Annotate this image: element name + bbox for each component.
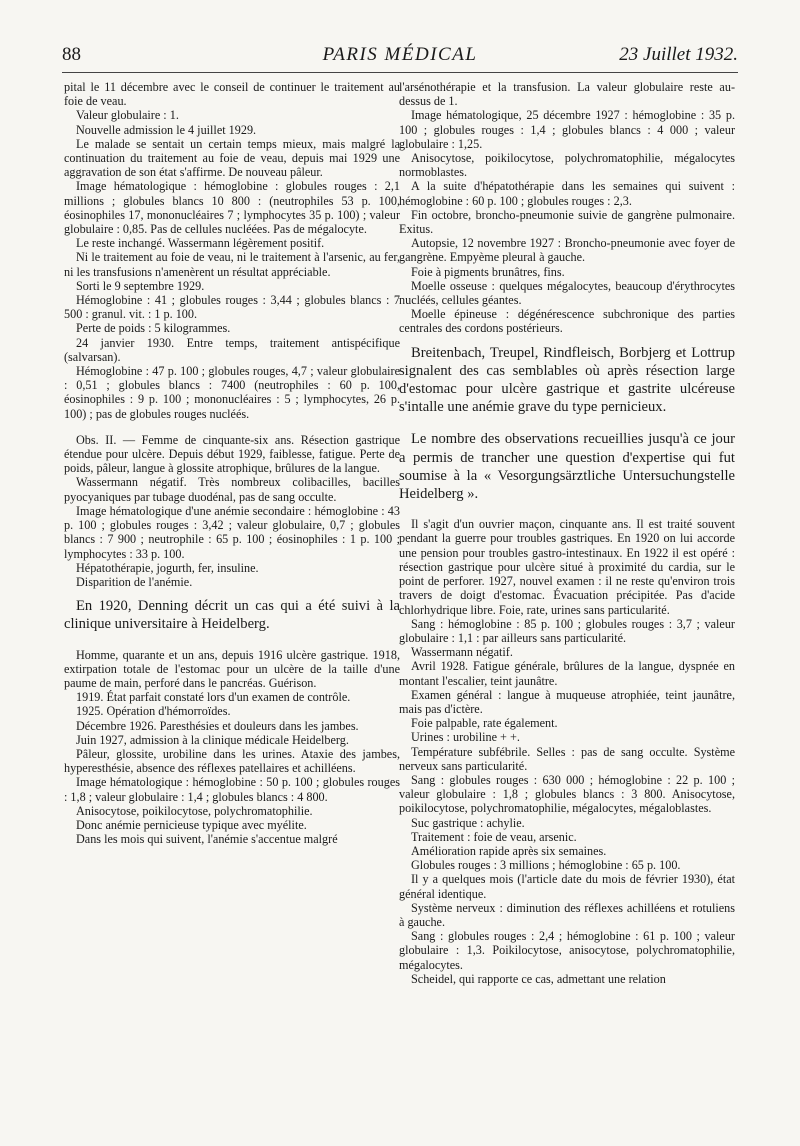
paragraph: Perte de poids : 5 kilogrammes. bbox=[76, 321, 231, 336]
paragraph: Wassermann négatif. bbox=[411, 645, 513, 660]
paragraph: Image hématologique : hémoglobine : 50 p. 100 ; globules rouges : 1,8 ; valeur globulaire : 1,4 ; globules blancs : 4 800. bbox=[64, 775, 400, 804]
paragraph: Dans les mois qui suivent, l'anémie s'accentue malgré bbox=[76, 832, 338, 847]
observation-heading-paragraph: Obs. II. — Femme de cinquante-six ans. Résection gastrique étendue pour ulcère. Depuis début 1929, faiblesse, fatigue. Perte de poids, pâleur, langue à glossite atrophique, brûlures de la langue. bbox=[64, 432, 400, 476]
paragraph: Globules rouges : 3 millions ; hémoglobine : 65 p. 100. bbox=[411, 858, 681, 873]
paragraph: 1919. État parfait constaté lors d'un examen de contrôle. bbox=[76, 690, 351, 705]
paragraph: Urines : urobiline + +. bbox=[411, 730, 520, 745]
paragraph: Système nerveux : diminution des réflexes achilléens et rotuliens à gauche. bbox=[399, 900, 735, 929]
paragraph: Valeur globulaire : 1. bbox=[76, 108, 179, 123]
paragraph: Moelle osseuse : quelques mégalocytes, beaucoup d'érythrocytes nucléés, cellules géantes. bbox=[399, 278, 735, 308]
running-header bbox=[62, 42, 738, 73]
paragraph: Anisocytose, poikilocytose, polychromatophilie, mégalocytes normoblastes. bbox=[399, 151, 735, 180]
large-print-paragraph: Le nombre des observations recueillies jusqu'à ce jour a permis de trancher une question d'expertise qui fut soumise à la « Vesorgungsärztliche Untersuchungstelle Heidelberg ». bbox=[399, 431, 735, 503]
paragraph: Scheidel, qui rapporte ce cas, admettant une relation bbox=[411, 971, 666, 986]
paragraph: Suc gastrique : achylie. bbox=[411, 815, 525, 830]
paragraph: Amélioration rapide après six semaines. bbox=[411, 843, 607, 858]
paragraph: Examen général : langue à muqueuse atrophiée, teint jaunâtre, mais pas d'ictère. bbox=[399, 687, 735, 716]
paragraph: Traitement : foie de veau, arsenic. bbox=[411, 829, 577, 844]
paragraph: Avril 1928. Fatigue générale, brûlures de la langue, dyspnée en montant l'escalier, teint jaunâtre. bbox=[399, 659, 735, 688]
paragraph: Image hématologique : hémoglobine : globules rouges : 2,1 millions ; globules blancs 10 800 : (neutrophiles 53 p. 100, éosinophiles 17, mononucléaires 7 ; lymphocytes 35 p. 100) ; valeur globulaire : 0,85. Pas de cellules nucléées. Pas de mégalocyte. bbox=[64, 179, 400, 237]
paragraph: Ni le traitement au foie de veau, ni le traitement à l'arsenic, au fer, ni les transfusions n'amenèrent un résultat appréciable. bbox=[64, 250, 400, 279]
large-print-paragraph: En 1920, Denning décrit un cas qui a été suivi à la clinique universitaire à Heidelberg. bbox=[64, 598, 400, 633]
paragraph: Donc anémie pernicieuse typique avec myélite. bbox=[76, 817, 307, 832]
paragraph: Foie à pigments brunâtres, fins. bbox=[411, 264, 565, 279]
paragraph: Sorti le 9 septembre 1929. bbox=[76, 278, 205, 293]
paragraph: Hémoglobine : 47 p. 100 ; globules rouges, 4,7 ; valeur globulaire : 0,51 ; globules blancs : 7400 (neutrophiles : 60 p. 100, éosinophiles : 9 p. 100 ; mononucléaires : 5 ; lymphocytes, 26 p. 100) ; pas de globules rouges nucléés. bbox=[64, 364, 400, 421]
paragraph: l'arsénothérapie et la transfusion. La valeur globulaire reste au-dessus de 1. bbox=[399, 80, 735, 109]
paragraph: Moelle épineuse : dégénérescence subchronique des parties centrales des cordons postérieurs. bbox=[399, 307, 735, 336]
paragraph: Sang : hémoglobine : 85 p. 100 ; globules rouges : 3,7 ; valeur globulaire : 1,1 : par ailleurs sans particularité. bbox=[399, 616, 735, 645]
issue-date: 23 Juillet 1932. bbox=[619, 44, 738, 65]
paragraph: Hépatothérapie, jogurth, fer, insuline. bbox=[76, 560, 259, 575]
journal-title: PARIS MÉDICAL bbox=[322, 44, 478, 65]
left-column bbox=[64, 80, 400, 1125]
paragraph: Wassermann négatif. Très nombreux colibacilles, bacilles pyocyaniques par tubage duodénal, pas de sang occulte. bbox=[64, 475, 400, 504]
paragraph: Disparition de l'anémie. bbox=[76, 574, 193, 589]
paragraph: Homme, quarante et un ans, depuis 1916 ulcère gastrique. 1918, extirpation totale de l'estomac pour un ulcère de la taille d'une paume de main, perforé dans le pancréas. Guérison. bbox=[64, 647, 400, 690]
paragraph: pital le 11 décembre avec le conseil de continuer le traitement au foie de veau. bbox=[64, 80, 400, 109]
paragraph: Le malade se sentait un certain temps mieux, mais malgré la continuation du traitement au foie de veau, depuis mai 1929 une aggravation de son état s'affirme. De nouveau pâleur. bbox=[64, 136, 400, 180]
paragraph: Fin octobre, broncho-pneumonie suivie de gangrène pulmonaire. Exitus. bbox=[399, 207, 735, 237]
paragraph: Température subfébrile. Selles : pas de sang occulte. Système nerveux sans particularité. bbox=[399, 744, 735, 773]
large-print-paragraph: Breitenbach, Treupel, Rindfleisch, Borbjerg et Lottrup signalent des cas semblables où après résection large d'estomac pour ulcère gastrique et gastrite ulcéreuse s'intalle une anémie grave du type pernicieux. bbox=[399, 344, 735, 416]
right-column bbox=[399, 80, 735, 1125]
paragraph: Nouvelle admission le 4 juillet 1929. bbox=[76, 122, 257, 137]
paragraph: A la suite d'hépatothérapie dans les semaines qui suivent : hémoglobine : 60 p. 100 ; globules rouges : 2,3. bbox=[399, 179, 735, 208]
paragraph: Décembre 1926. Paresthésies et douleurs dans les jambes. bbox=[76, 718, 359, 733]
paragraph: 1925. Opération d'hémorroïdes. bbox=[76, 704, 231, 719]
paragraph: Foie palpable, rate également. bbox=[411, 716, 558, 731]
paragraph: Sang : globules rouges : 630 000 ; hémoglobine : 22 p. 100 ; valeur globulaire : 1,8 ; globules blancs : 3 800. Anisocytose, poikilocytose, polychromatophilie, mégalocytes, mégaloblastes. bbox=[399, 772, 735, 816]
paragraph: Image hématologique d'une anémie secondaire : hémoglobine : 43 p. 100 ; globules rouges : 3,42 ; valeur globulaire, 0,7 ; globules blancs : 7 900 ; neutrophile : 65 p. 100 ; éosinophiles : 1 p. 100 ; lymphocytes : 33 p. 100. bbox=[64, 503, 400, 561]
paragraph: Juin 1927, admission à la clinique médicale Heidelberg. bbox=[76, 732, 349, 747]
paragraph: Anisocytose, poikilocytose, polychromatophilie. bbox=[76, 803, 313, 818]
paragraph: Sang : globules rouges : 2,4 ; hémoglobine : 61 p. 100 ; valeur globulaire : 1,3. Poikilocytose, anisocytose, polychromatophilie, mégalocytes. bbox=[399, 929, 735, 972]
paragraph: Hémoglobine : 41 ; globules rouges : 3,44 ; globules blancs : 7 500 : granul. vit. : 1 p. 100. bbox=[64, 293, 400, 322]
paragraph: Pâleur, glossite, urobiline dans les urines. Ataxie des jambes, hyperesthésie, absence des réflexes patellaires et achilléens. bbox=[64, 746, 400, 776]
paragraph: Il s'agit d'un ouvrier maçon, cinquante ans. Il est traité souvent pendant la guerre pour troubles gastriques. En 1920 on lui accorde une pension pour troubles gastro-intestinaux. En 1922 il est opéré : résection gastrique pour ulcère situé à proximité du cardia, sur le point de perforer. 1927, nouvel examen : il ne reste qu'environ trois travers de doigt d'estomac. Évacuation précipitée. Pas d'acide chlorhydrique libre. Foie, rate, urines sans particularité. bbox=[399, 517, 735, 617]
paragraph: Il y a quelques mois (l'article date du mois de février 1930), état général identique. bbox=[399, 872, 735, 901]
paragraph: 24 janvier 1930. Entre temps, traitement antispécifique (salvarsan). bbox=[64, 335, 400, 364]
paragraph: Autopsie, 12 novembre 1927 : Broncho-pneumonie avec foyer de gangrène. Empyème pleural à gauche. bbox=[399, 236, 735, 265]
paragraph: Le reste inchangé. Wassermann légèrement positif. bbox=[76, 236, 325, 251]
page-number: 88 bbox=[62, 44, 81, 65]
paragraph: Image hématologique, 25 décembre 1927 : hémoglobine : 35 p. 100 ; globules rouges : 1,4 ; globules blancs : 4 000 ; valeur globulaire : 1,25. bbox=[399, 108, 735, 151]
